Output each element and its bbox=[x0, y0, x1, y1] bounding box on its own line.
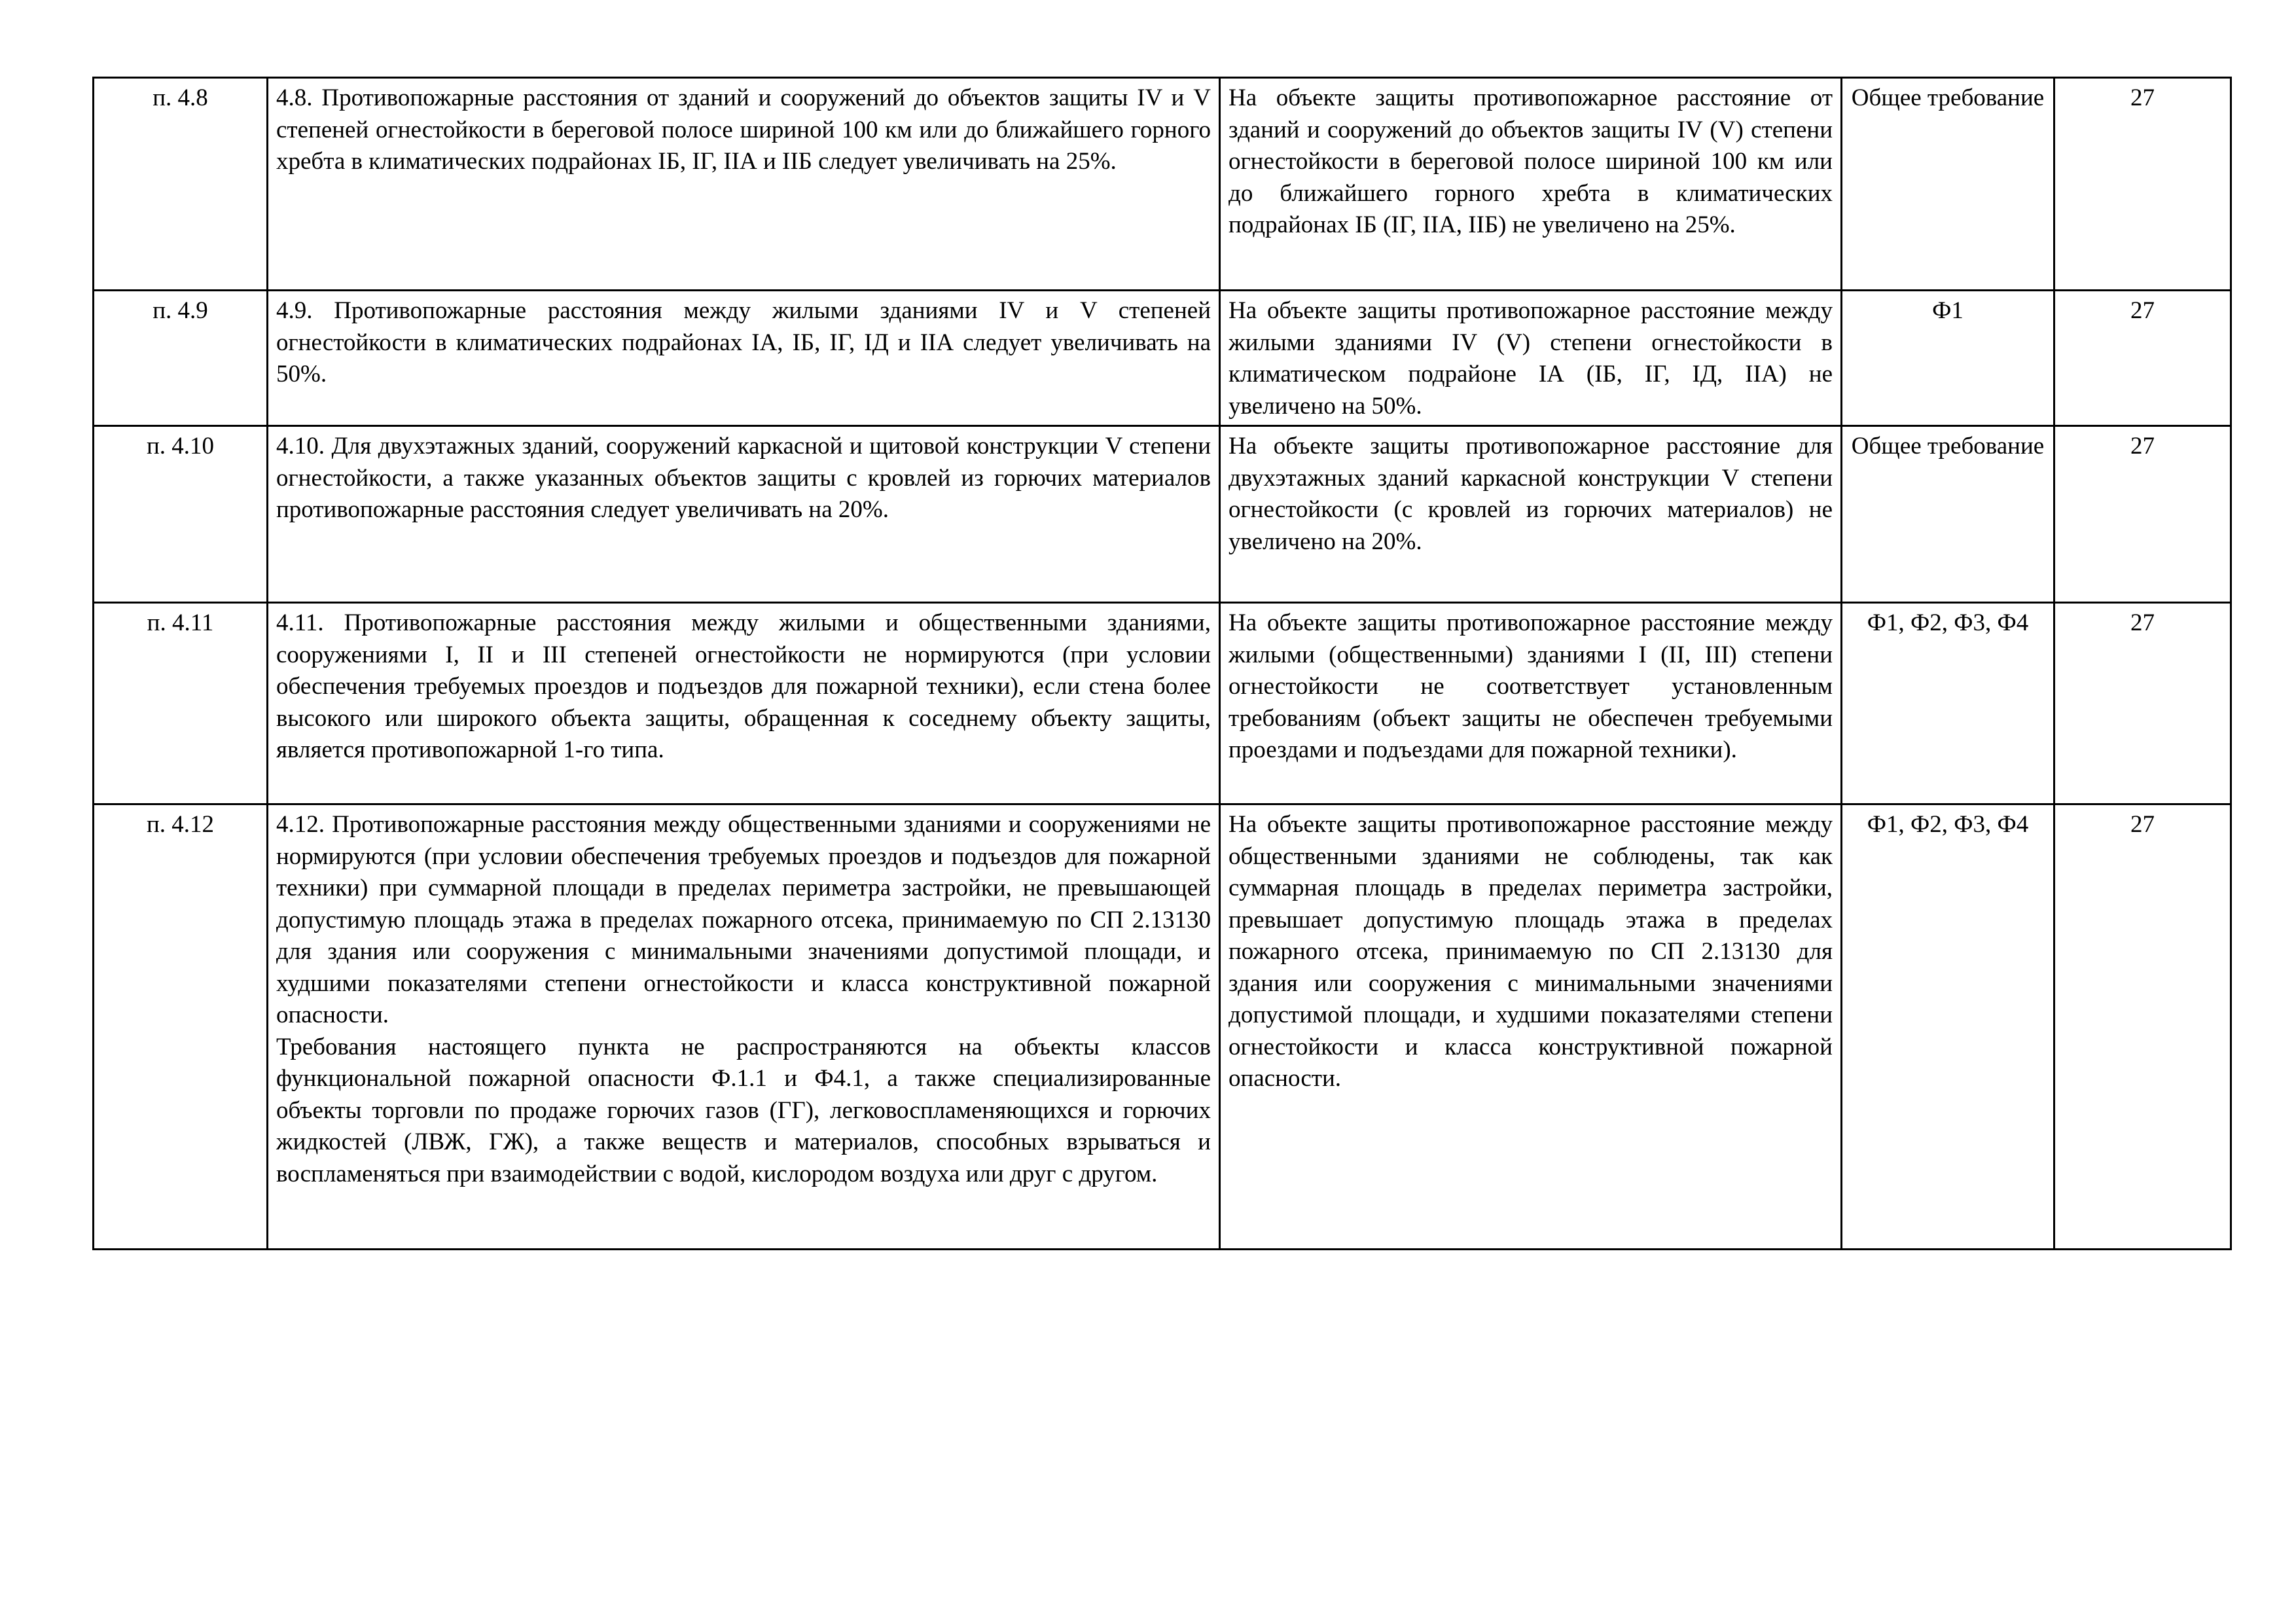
requirements-table bbox=[92, 77, 2232, 1250]
article-number-cell: 27 bbox=[2054, 291, 2231, 426]
requirement-text-cell bbox=[268, 78, 1220, 291]
violation-text-cell: На объекте защиты противопожарное расстояние для двухэтажных зданий каркасной конструкции V степени огнестойкости (с кровлей из горючих материалов) не увеличено на 20%. bbox=[1220, 426, 1842, 603]
table-row bbox=[94, 78, 2231, 291]
paragraph-reference-cell: п. 4.11 bbox=[94, 603, 268, 804]
requirements-table-body bbox=[94, 78, 2231, 1250]
table-row bbox=[94, 426, 2231, 603]
requirement-text-cell bbox=[268, 291, 1220, 426]
functional-class-cell: Общее требование bbox=[1842, 78, 2054, 291]
table-row bbox=[94, 291, 2231, 426]
paragraph-reference-cell: п. 4.9 bbox=[94, 291, 268, 426]
requirement-text-cell bbox=[268, 603, 1220, 804]
requirement-paragraph: 4.8. Противопожарные расстояния от зданий и сооружений до объектов защиты IV и V степеней огнестойкости в береговой полосе шириной 100 км или до ближайшего горного хребта в климатических подрайонах IБ, IГ, IIА и IIБ следует увеличивать на 25%. bbox=[276, 84, 1211, 175]
paragraph-reference-cell: п. 4.10 bbox=[94, 426, 268, 603]
violation-text-cell: На объекте защиты противопожарное расстояние между жилыми зданиями IV (V) степени огнестойкости в климатическом подрайоне IА (IБ, IГ, IД, IIА) не увеличено на 50%. bbox=[1220, 291, 1842, 426]
requirement-paragraph: 4.9. Противопожарные расстояния между жилыми зданиями IV и V степеней огнестойкости в климатических подрайонах IА, IБ, IГ, IД и IIА следует увеличивать на 50%. bbox=[276, 297, 1211, 388]
article-number-cell: 27 bbox=[2054, 78, 2231, 291]
functional-class-cell: Ф1, Ф2, Ф3, Ф4 bbox=[1842, 603, 2054, 804]
paragraph-reference-cell: п. 4.8 bbox=[94, 78, 268, 291]
requirement-paragraph: 4.10. Для двухэтажных зданий, сооружений каркасной и щитовой конструкции V степени огнестойкости, а также указанных объектов защиты с кровлей из горючих материалов противопожарные расстояния следует увеличивать на 20%. bbox=[276, 433, 1211, 523]
functional-class-cell: Ф1, Ф2, Ф3, Ф4 bbox=[1842, 804, 2054, 1250]
violation-text-cell: На объекте защиты противопожарное расстояние между жилыми (общественными) зданиями I (II, III) степени огнестойкости не соответствует установленным требованиям (объект защиты не обеспечен требуемыми проездами и подъездами для пожарной техники). bbox=[1220, 603, 1842, 804]
requirement-paragraph: Требования настоящего пункта не распространяются на объекты классов функциональной пожарной опасности Ф.1.1 и Ф4.1, а также специализированные объекты торговли по продаже горючих газов (ГГ), легковоспламеняющихся и горючих жидкостей (ЛВЖ, ГЖ), а также веществ и материалов, способных взрываться и воспламеняться при взаимодействии с водой, кислородом воздуха или друг с другом. bbox=[276, 1033, 1211, 1187]
violation-text-cell: На объекте защиты противопожарное расстояние между общественными зданиями не соблюдены, так как суммарная площадь в пределах периметра застройки, превышает допустимую площадь этажа в пределах пожарного отсека, принимаемую по СП 2.13130 для здания или сооружения с минимальными значениями допустимой площади, и худшими показателями степени огнестойкости и класса конструктивной пожарной опасности. bbox=[1220, 804, 1842, 1250]
article-number-cell: 27 bbox=[2054, 603, 2231, 804]
requirement-paragraph: 4.11. Противопожарные расстояния между жилыми и общественными зданиями, сооружениями I, II и III степеней огнестойкости не нормируются (при условии обеспечения требуемых проездов и подъездов для пожарной техники), если стена более высокого или широкого объекта защиты, обращенная к соседнему объекту защиты, является противопожарной 1-го типа. bbox=[276, 609, 1211, 763]
requirement-text-cell bbox=[268, 804, 1220, 1250]
article-number-cell: 27 bbox=[2054, 426, 2231, 603]
table-row bbox=[94, 603, 2231, 804]
functional-class-cell: Ф1 bbox=[1842, 291, 2054, 426]
article-number-cell: 27 bbox=[2054, 804, 2231, 1250]
table-row bbox=[94, 804, 2231, 1250]
requirement-text-cell bbox=[268, 426, 1220, 603]
functional-class-cell: Общее требование bbox=[1842, 426, 2054, 603]
requirement-paragraph: 4.12. Противопожарные расстояния между общественными зданиями и сооружениями не нормируются (при условии обеспечения требуемых проездов и подъездов для пожарной техники) при суммарной площади в пределах периметра застройки, не превышающей допустимую площадь этажа в пределах пожарного отсека, принимаемую по СП 2.13130 для здания или сооружения с минимальными значениями допустимой площади, и худшими показателями степени огнестойкости и класса конструктивной пожарной опасности. bbox=[276, 811, 1211, 1028]
violation-text-cell: На объекте защиты противопожарное расстояние от зданий и сооружений до объектов защиты IV (V) степени огнестойкости в береговой полосе шириной 100 км или до ближайшего горного хребта в климатических подрайонах IБ (IГ, IIА, IIБ) не увеличено на 25%. bbox=[1220, 78, 1842, 291]
paragraph-reference-cell: п. 4.12 bbox=[94, 804, 268, 1250]
